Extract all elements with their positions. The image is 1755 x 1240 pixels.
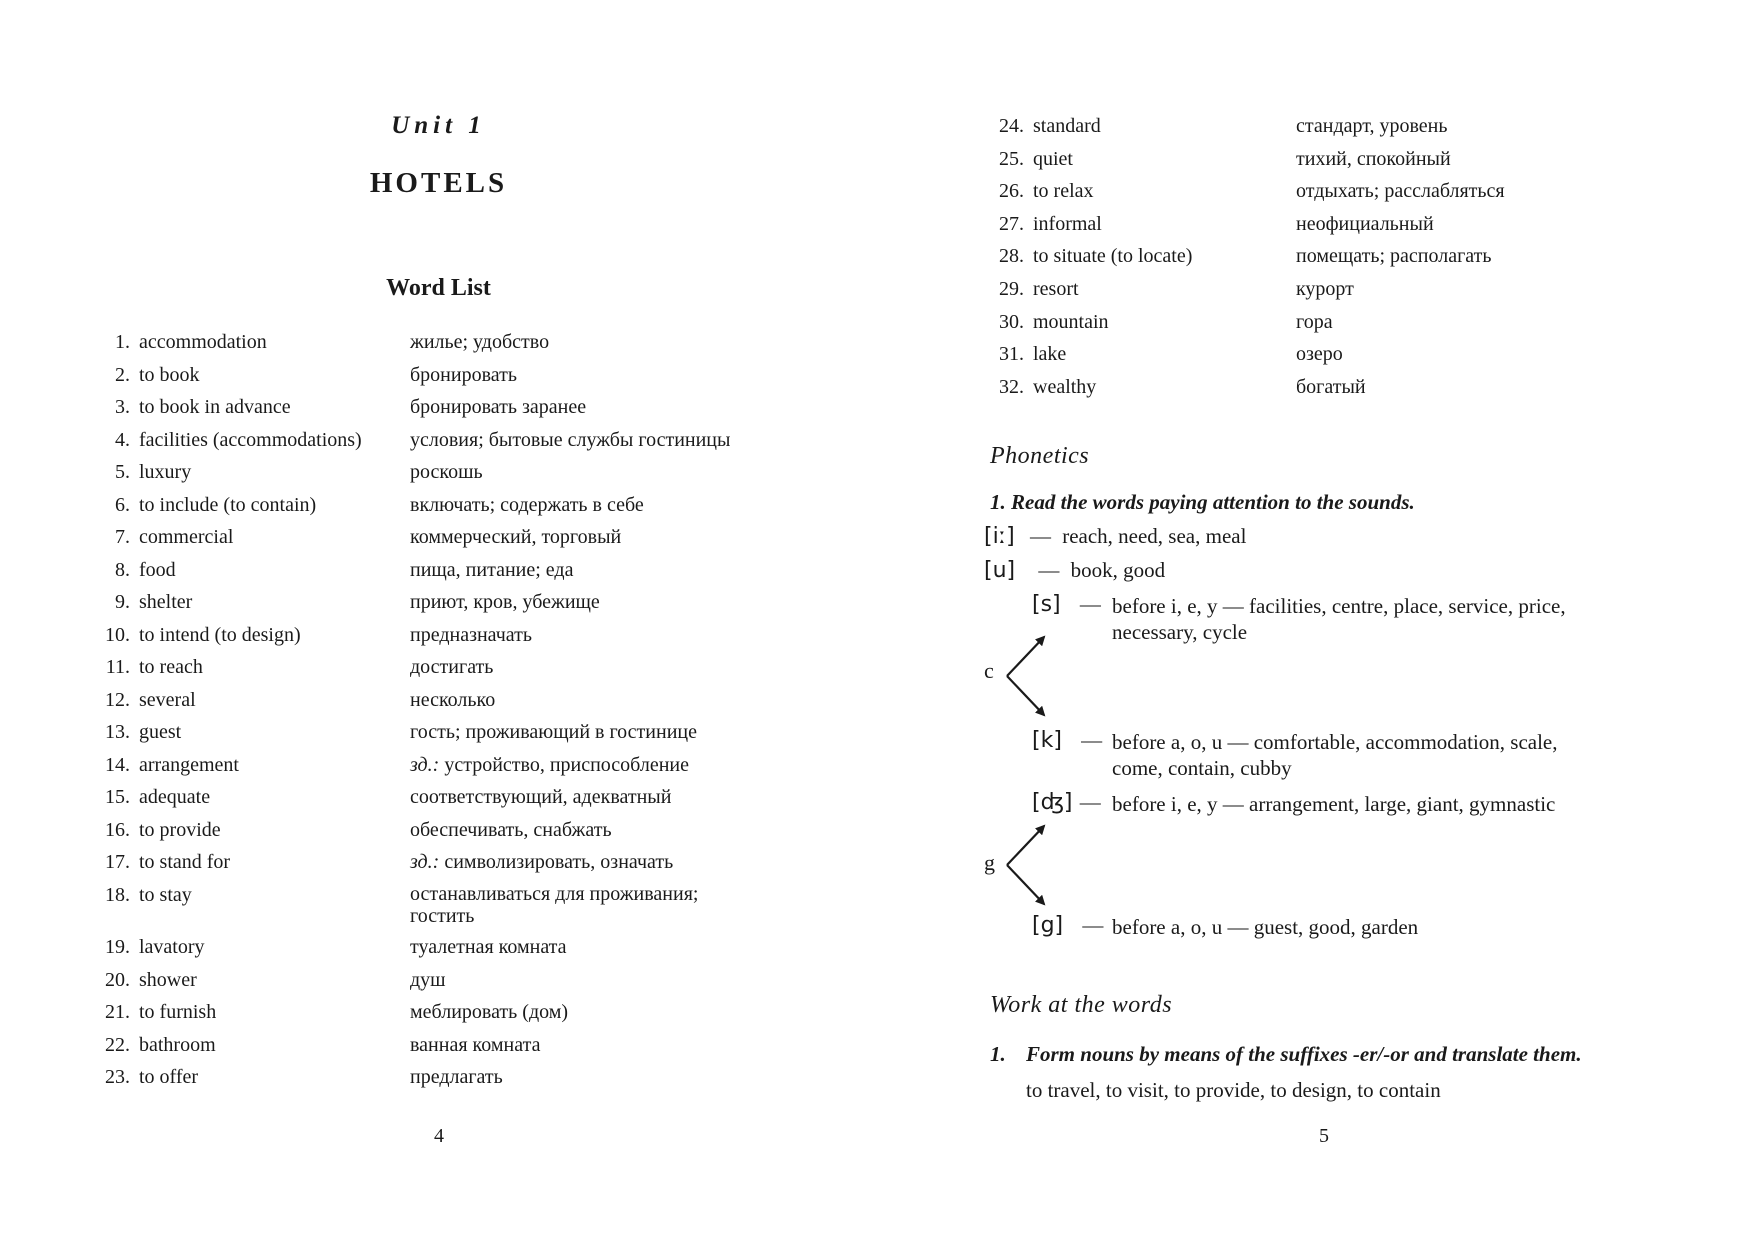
translation-text: меблировать (дом)	[410, 1001, 569, 1023]
word-english: to include (to contain)	[139, 493, 317, 516]
word-number: 24.	[999, 115, 1024, 137]
translation-text: тихий, спокойный	[1296, 147, 1451, 170]
word-number: 6.	[115, 493, 130, 516]
dash: —	[1038, 558, 1060, 582]
translation-text: достигать	[410, 656, 494, 678]
arrow-c-up-icon	[1007, 637, 1044, 676]
abbreviation: зд.:	[410, 851, 440, 873]
left-page	[0, 0, 877, 1240]
arrow-g-up-icon	[1007, 826, 1044, 865]
page-number-right: 5	[1319, 1125, 1329, 1147]
translation-text: отдыхать; расслабляться	[1296, 180, 1505, 203]
translation-text: роскошь	[410, 461, 483, 483]
word-english: bathroom	[139, 1033, 216, 1056]
word-russian	[410, 968, 446, 992]
word-number: 31.	[999, 343, 1024, 366]
translation-text: включать; содержать в себе	[410, 493, 644, 516]
word-russian	[410, 850, 673, 874]
word-russian	[410, 395, 586, 419]
translation-text: стандарт, уровень	[1296, 115, 1448, 137]
word-number: 11.	[105, 656, 130, 678]
word-english: quiet	[1033, 147, 1073, 170]
letter-g: g	[984, 850, 995, 875]
translation-text: бронировать	[410, 363, 517, 386]
word-russian	[410, 935, 567, 959]
word-russian	[410, 720, 697, 744]
word-english: lavatory	[139, 936, 205, 958]
word-number: 5.	[115, 461, 130, 483]
word-number: 17.	[105, 851, 130, 873]
word-russian	[410, 428, 730, 452]
translation-text: предназначать	[410, 623, 533, 646]
translation-text: коммерческий, торговый	[410, 526, 622, 548]
phonetics-heading: Phonetics	[990, 443, 1090, 469]
word-english: arrangement	[139, 753, 239, 776]
word-english: lake	[1033, 343, 1067, 366]
word-english: to relax	[1033, 180, 1094, 203]
word-number: 3.	[115, 396, 130, 418]
word-russian	[410, 785, 671, 809]
translation-text: пища, питание; еда	[410, 558, 574, 581]
word-english: luxury	[139, 461, 192, 483]
word-number: 2.	[115, 363, 130, 386]
word-number: 10.	[105, 623, 130, 646]
word-russian	[410, 655, 493, 679]
unit-title: HOTELS	[369, 167, 508, 199]
word-russian	[410, 460, 483, 484]
work-heading: Work at the words	[990, 992, 1173, 1018]
word-english: to book	[139, 363, 200, 386]
word-number: 13.	[105, 721, 130, 743]
phonetic-rule-c-s: before i, e, y — facilities, centre, place, service, price, necessary, cycle	[1112, 594, 1566, 644]
word-russian	[410, 590, 600, 614]
word-russian	[410, 558, 573, 582]
word-number: 30.	[999, 310, 1024, 333]
translation-text: туалетная комната	[410, 936, 567, 958]
word-number: 18.	[105, 883, 130, 906]
word-number: 9.	[115, 591, 130, 613]
translation-text-continued: гостить	[410, 904, 475, 927]
word-english: to situate (to locate)	[1033, 245, 1193, 268]
word-english: standard	[1033, 115, 1101, 137]
word-english: to book in advance	[139, 396, 291, 418]
word-number: 12.	[105, 688, 130, 711]
phonetics-instruction: 1. Read the words paying attention to the sounds.	[990, 490, 1415, 514]
word-english: to stay	[139, 883, 192, 906]
translation-text: бронировать заранее	[410, 396, 587, 418]
work-words: to travel, to visit, to provide, to design, to contain	[1026, 1078, 1441, 1102]
word-number: 16.	[105, 818, 130, 841]
word-number: 1.	[115, 331, 130, 353]
word-english: commercial	[139, 526, 234, 548]
translation-text: останавливаться для проживания;	[410, 882, 699, 905]
word-english: adequate	[139, 786, 211, 808]
word-english: mountain	[1033, 310, 1109, 333]
phonetic-rule-g-dz: before i, e, y — arrangement, large, giant, gymnastic	[1112, 792, 1556, 816]
page-number-left: 4	[434, 1125, 444, 1147]
right-page	[877, 0, 1755, 1240]
word-english: facilities (accommodations)	[139, 428, 362, 451]
word-number: 25.	[999, 147, 1024, 170]
translation-text: душ	[410, 968, 446, 991]
word-russian	[410, 1033, 540, 1057]
word-english: accommodation	[139, 331, 267, 353]
translation-text: гора	[1296, 310, 1333, 333]
word-english: guest	[139, 721, 182, 743]
translation-text: жилье; удобство	[410, 331, 550, 353]
word-english: to offer	[139, 1066, 199, 1088]
word-list-heading: Word List	[386, 275, 491, 301]
word-number: 20.	[105, 968, 130, 991]
word-number: 28.	[999, 245, 1024, 268]
word-english: to furnish	[139, 1001, 217, 1023]
translation-text: гость; проживающий в гостинице	[410, 721, 697, 743]
word-number: 21.	[105, 1001, 130, 1023]
phonetic-rule-c-k: before a, o, u — comfortable, accommodation, scale, come, contain, cubby	[1112, 730, 1558, 780]
phonetic-symbol-g-g: [g] —	[1032, 913, 1104, 938]
word-russian	[410, 363, 517, 387]
word-english: informal	[1033, 212, 1102, 235]
translation-text: несколько	[410, 688, 496, 711]
word-number: 8.	[115, 558, 130, 581]
phonetic-symbol: [iː]	[984, 524, 1015, 549]
abbreviation: зд.:	[410, 753, 440, 776]
phonetic-words: book, good	[1070, 558, 1166, 582]
word-russian	[410, 883, 698, 927]
word-russian	[410, 1065, 503, 1089]
word-number: 4.	[115, 428, 130, 451]
word-russian	[410, 818, 612, 842]
word-english: to reach	[139, 656, 203, 678]
word-number: 27.	[999, 212, 1024, 235]
word-english: food	[139, 558, 176, 581]
translation-text: соответствующий, адекватный	[410, 786, 672, 808]
word-number: 15.	[105, 786, 130, 808]
translation-text: предлагать	[410, 1066, 503, 1088]
letter-c: c	[984, 658, 994, 683]
translation-text: курорт	[1296, 278, 1354, 300]
phonetic-symbol-c-s: [s] —	[1032, 592, 1101, 617]
word-english: to provide	[139, 818, 221, 841]
word-number: 19.	[105, 936, 130, 958]
translation-text: символизировать, означать	[439, 851, 674, 873]
word-english: to stand for	[139, 851, 231, 873]
word-russian	[410, 688, 495, 712]
word-number: 7.	[115, 526, 130, 548]
translation-text: озеро	[1296, 343, 1343, 366]
arrow-g-down-icon	[1007, 865, 1044, 904]
translation-text: неофициальный	[1296, 212, 1434, 235]
translation-text: устройство, приспособление	[439, 753, 689, 776]
word-number: 22.	[105, 1033, 130, 1056]
translation-text: обеспечивать, снабжать	[410, 818, 612, 841]
word-english: resort	[1033, 278, 1079, 300]
word-russian	[410, 623, 532, 647]
translation-text: богатый	[1296, 375, 1366, 398]
phonetic-words: reach, need, sea, meal	[1062, 524, 1247, 548]
word-number: 14.	[105, 753, 130, 776]
word-english: wealthy	[1033, 375, 1097, 398]
word-russian	[410, 330, 549, 354]
phonetic-symbol-g-dz: [ʤ] —	[1032, 790, 1101, 815]
word-russian	[410, 525, 621, 549]
word-english: shower	[139, 968, 197, 991]
arrow-c-down-icon	[1007, 676, 1044, 715]
unit-label: Unit 1	[391, 112, 486, 139]
work-instruction: Form nouns by means of the suffixes -er/-or and translate them.	[1026, 1042, 1582, 1066]
phonetic-symbol: [u]	[984, 558, 1016, 583]
word-number: 32.	[999, 375, 1024, 398]
word-english: shelter	[139, 591, 193, 613]
word-english: several	[139, 688, 196, 711]
word-number: 23.	[105, 1066, 130, 1088]
word-english: to intend (to design)	[139, 623, 301, 646]
translation-text: помещать; располагать	[1296, 245, 1492, 268]
translation-text: ванная комната	[410, 1033, 541, 1056]
work-exercise-number: 1.	[990, 1042, 1006, 1066]
phonetic-symbol-c-k: [k] —	[1032, 728, 1103, 753]
translation-text: приют, кров, убежище	[410, 591, 600, 613]
word-russian	[410, 1000, 568, 1024]
word-russian	[410, 753, 689, 777]
translation-text: условия; бытовые службы гостиницы	[410, 428, 731, 451]
word-number: 26.	[999, 180, 1024, 203]
word-russian	[410, 493, 644, 517]
word-number: 29.	[999, 278, 1024, 300]
phonetic-rule-g-g: before a, o, u — guest, good, garden	[1112, 915, 1419, 939]
dash: —	[1029, 524, 1051, 548]
